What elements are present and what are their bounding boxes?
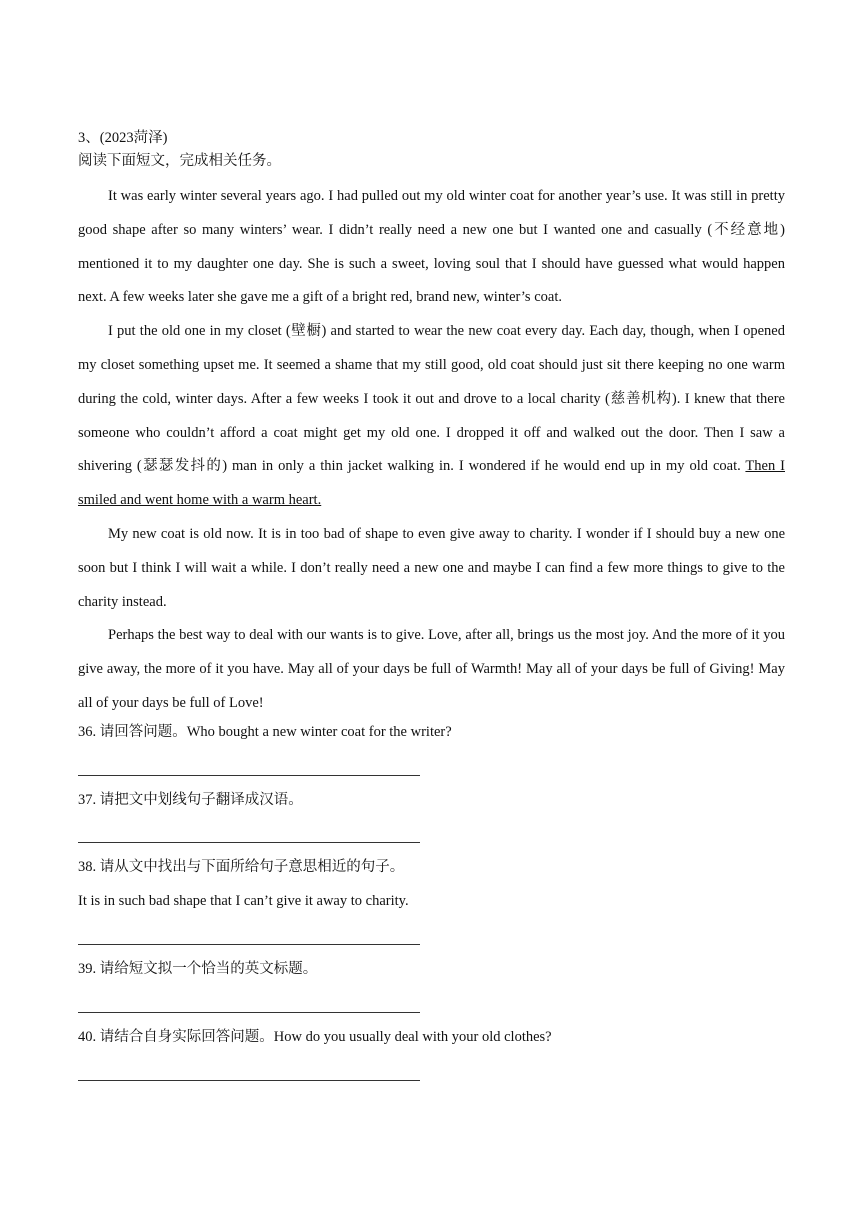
passage-paragraph-2-text: I put the old one in my closet (壁橱) and started to wear the new coat every day. Each day, though, when I opened my closet something upset me. It seemed a shame that my still good, old coat should just sit there keeping no one warm during the cold, winter days. After a few weeks I took it out and drove to a local charity (慈善机构). I knew that there someone who couldn’t afford a coat might get my old one. I dropped it off and walked out the door. Then I saw a shivering (瑟瑟发抖的) man in only a thin jacket walking in. I wondered if he would end up in my old coat. [78, 323, 785, 475]
question-38-sentence: It is in such bad shape that I can’t give it away to charity. [78, 893, 409, 910]
worksheet-page [78, 128, 785, 1094]
answer-line-39[interactable] [78, 1012, 420, 1013]
passage-paragraph-3: My new coat is old now. It is in too bad of shape to even give away to charity. I wonder if I should buy a new one soon but I think I will wait a while. I don’t really need a new one and maybe I can find a few more things to give to the charity instead. [78, 525, 785, 610]
question-40 [78, 1026, 785, 1094]
question-36 [78, 721, 785, 789]
question-38-text: 38. 请从文中找出与下面所给句子意思相近的句子。 [78, 859, 405, 876]
question-39 [78, 958, 785, 1026]
answer-line-40[interactable] [78, 1080, 420, 1081]
question-source: 3、(2023菏泽) [78, 130, 168, 146]
question-37 [78, 789, 785, 857]
underlined-sentence: Then I smiled and went home with a warm heart. [78, 458, 785, 509]
passage-paragraph-1: It was early winter several years ago. I had pulled out my old winter coat for another year’s use. It was still in pretty good shape after so many winters’ wear. I didn’t really need a new one but I wanted one and casually (不经意地) mentioned it to my daughter one day. She is such a sweet, loving soul that I should have guessed what would happen next. A few weeks later she gave me a gift of a bright red, brand new, winter’s coat. [78, 188, 785, 306]
answer-line-36[interactable] [78, 775, 420, 776]
question-37-text: 37. 请把文中划线句子翻译成汉语。 [78, 791, 303, 808]
question-39-text: 39. 请给短文拟一个恰当的英文标题。 [78, 960, 318, 977]
task-instruction: 阅读下面短文，完成相关任务。 [78, 153, 281, 169]
passage-paragraph-2 [78, 315, 785, 518]
answer-line-37[interactable] [78, 842, 420, 843]
question-40-text: 40. 请结合自身实际回答问题。How do you usually deal with your old clothes? [78, 1028, 552, 1045]
passage-paragraph-4: Perhaps the best way to deal with our wants is to give. Love, after all, brings us the most joy. And the more of it you give away, the more of it you have. May all of your days be full of Warmth! May all of your days be full of Giving! May all of your days be full of Love! [78, 627, 785, 711]
question-36-text: 36. 请回答问题。Who bought a new winter coat for the writer? [78, 723, 452, 740]
question-38 [78, 856, 785, 958]
answer-line-38[interactable] [78, 944, 420, 945]
